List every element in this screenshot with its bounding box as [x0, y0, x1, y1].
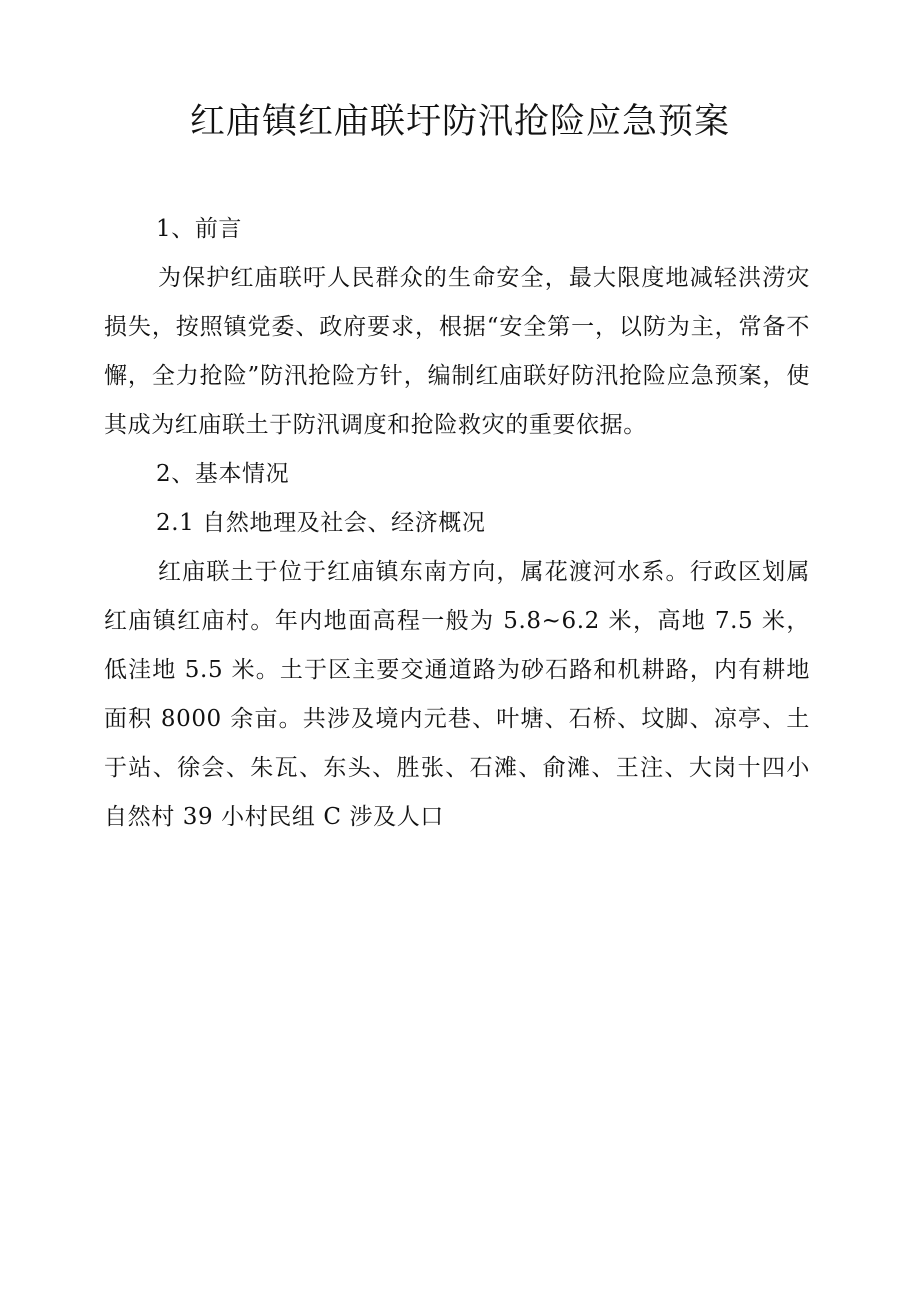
geography-economy-paragraph: 红庙联土于位于红庙镇东南方向，属花渡河水系。行政区划属红庙镇红庙村。年内地面高程一般为 5.8~6.2 米，高地 7.5 米，低洼地 5.5 米。土于区主要交通道路为砂石路和机耕路，内有耕地面积 8000 余亩。共涉及境内元巷、叶塘、石桥、坟脚、凉亭、土于站、徐会、朱瓦、东头、胜张、石滩、俞滩、王注、大岗十四小自然村 39 小村民组 C 涉及人口	[104, 559, 810, 830]
preface-paragraph: 为保护红庙联吁人民群众的生命安全，最大限度地减轻洪涝灾损失，按照镇党委、政府要求，根据“安全第一，以防为主，常备不懈，全力抢险”防汛抢险方针，编制红庙联好防汛抢险应急预案，使其成为红庙联土于防汛调度和抢险救灾的重要依据。	[104, 265, 810, 438]
document-body	[104, 205, 810, 842]
subsection-heading-geography-economy: 2.1 自然地理及社会、经济概况	[156, 510, 486, 536]
document-title: 红庙镇红庙联圩防汛抢险应急预案	[189, 102, 730, 142]
section-heading-basic-situation: 2、基本情况	[156, 461, 290, 487]
section-heading-preface: 1、前言	[156, 216, 243, 242]
